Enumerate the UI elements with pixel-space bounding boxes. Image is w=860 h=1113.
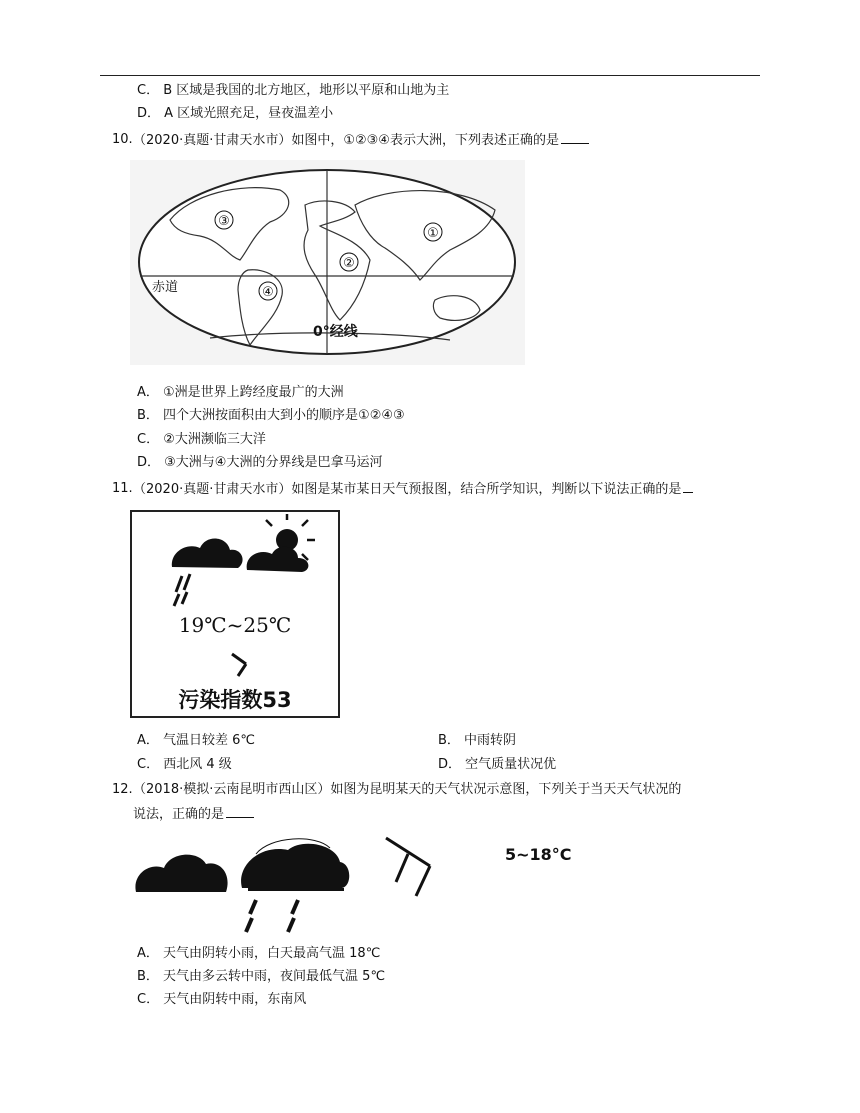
q12-option-b: B． 天气由多云转中雨，夜间最低气温 5℃ bbox=[137, 969, 386, 984]
overcast-cloud-icon bbox=[135, 855, 227, 892]
q11-option-b: B． 中雨转阴 bbox=[438, 733, 517, 748]
answer-blank bbox=[683, 480, 693, 493]
map-label-2: ② bbox=[343, 256, 355, 271]
q10-option-c: C． ②大洲濒临三大洋 bbox=[137, 432, 266, 447]
question-12-text-line1: （2018·模拟·云南昆明市西山区）如图为昆明某天的天气状况示意图，下列关于当天天气状况的 bbox=[133, 782, 682, 797]
q10-option-a: A． ①洲是世界上跨经度最广的大洲 bbox=[137, 385, 344, 400]
question-12-stem-2: 说法，正确的是 bbox=[133, 807, 225, 822]
rain-cloud-icon bbox=[241, 839, 349, 932]
temperature-range: 5~18°C bbox=[505, 845, 572, 864]
map-label-4: ④ bbox=[262, 285, 274, 300]
kunming-weather-figure bbox=[130, 830, 610, 940]
answer-blank bbox=[561, 131, 589, 144]
q11-option-d: D． 空气质量状况优 bbox=[438, 757, 557, 772]
forecast-temperature: 19℃~25℃ bbox=[178, 613, 292, 637]
option-d-prev: D． A 区域光照充足，昼夜温差小 bbox=[137, 106, 334, 121]
q10-option-b: B． 四个大洲按面积由大到小的顺序是①②④③ bbox=[137, 408, 405, 423]
map-label-1: ① bbox=[427, 226, 439, 241]
q12-option-a: A． 天气由阴转小雨，白天最高气温 18℃ bbox=[137, 946, 381, 961]
question-11-number: 11. bbox=[112, 481, 133, 496]
question-12-text-line2 bbox=[133, 805, 254, 824]
q11-option-a: A． 气温日较差 6℃ bbox=[137, 733, 256, 748]
question-10-stem: （2020·真题·甘肃天水市）如图中，①②③④表示大洲，下列表述正确的是 bbox=[133, 133, 559, 148]
world-map-figure bbox=[130, 160, 525, 365]
q11-option-c: C． 西北风 4 级 bbox=[137, 757, 232, 772]
weather-forecast-figure bbox=[130, 510, 340, 718]
header-rule bbox=[100, 75, 760, 76]
meridian-label: 0°经线 bbox=[313, 324, 358, 340]
question-10-text bbox=[133, 131, 589, 150]
wind-symbol-icon bbox=[386, 838, 430, 896]
question-12-number: 12. bbox=[112, 782, 133, 797]
wind-symbol-icon bbox=[232, 654, 246, 676]
equator-label: 赤道 bbox=[152, 280, 179, 295]
question-11-stem: （2020·真题·甘肃天水市）如图是某市某日天气预报图，结合所学知识，判断以下说法正确的是 bbox=[133, 482, 682, 497]
q10-option-d: D． ③大洲与④大洲的分界线是巴拿马运河 bbox=[137, 455, 383, 470]
answer-blank bbox=[226, 805, 254, 818]
cloudy-sun-icon bbox=[247, 514, 315, 572]
pollution-index: 污染指数53 bbox=[178, 688, 292, 712]
question-11-text bbox=[133, 480, 693, 499]
q12-option-c: C． 天气由阴转中雨，东南风 bbox=[137, 992, 307, 1007]
rain-cloud-icon bbox=[172, 538, 243, 606]
option-c-prev: C． B 区域是我国的北方地区，地形以平原和山地为主 bbox=[137, 83, 450, 98]
question-10-number: 10. bbox=[112, 132, 133, 147]
map-label-3: ③ bbox=[218, 214, 230, 229]
